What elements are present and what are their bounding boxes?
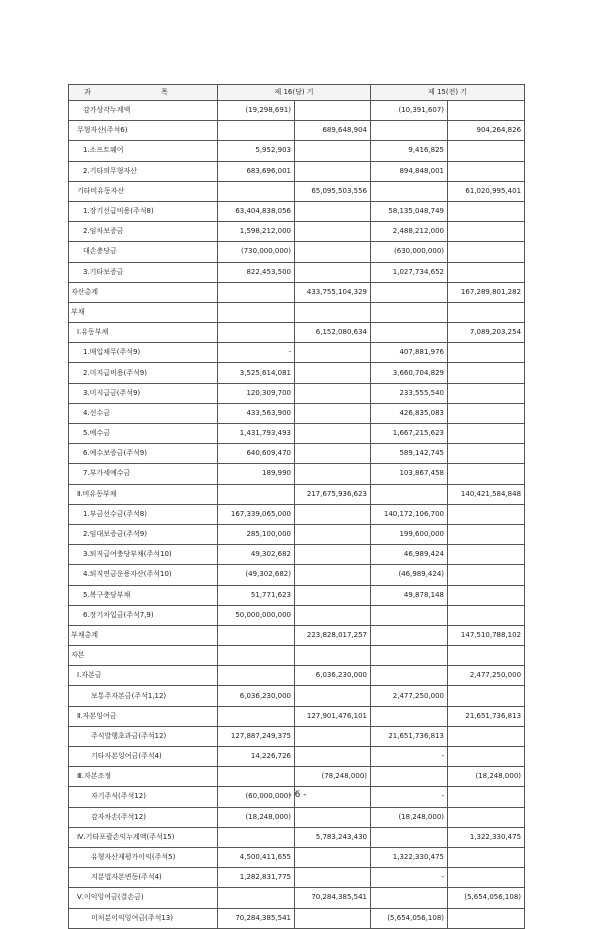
account-label: 감가상각누계액 bbox=[69, 101, 218, 121]
prior-detail-amount: 140,172,106,700 bbox=[371, 504, 448, 524]
table-row bbox=[69, 585, 525, 605]
current-total-amount: 127,901,476,101 bbox=[295, 706, 371, 726]
table-row bbox=[69, 827, 525, 847]
prior-total-amount bbox=[448, 424, 525, 444]
current-total-amount bbox=[295, 242, 371, 262]
account-label: 기타비유동자산 bbox=[69, 181, 218, 201]
account-label: 자본 bbox=[69, 646, 218, 666]
table-row bbox=[69, 666, 525, 686]
current-total-amount bbox=[295, 403, 371, 423]
table-row bbox=[69, 343, 525, 363]
current-detail-amount: 1,598,212,000 bbox=[218, 222, 295, 242]
current-detail-amount: 6,036,230,000 bbox=[218, 686, 295, 706]
prior-detail-amount bbox=[371, 888, 448, 908]
prior-total-amount: 61,020,995,401 bbox=[448, 181, 525, 201]
account-label: 5.복구충당부채 bbox=[69, 585, 218, 605]
account-label: 1.소프트웨어 bbox=[69, 141, 218, 161]
current-detail-amount: 1,282,831,775 bbox=[218, 868, 295, 888]
current-total-amount bbox=[295, 343, 371, 363]
table-row bbox=[69, 444, 525, 464]
current-total-amount: 65,095,503,556 bbox=[295, 181, 371, 201]
account-label: 1.부금선수금(주석8) bbox=[69, 504, 218, 524]
current-total-amount bbox=[295, 646, 371, 666]
current-total-amount: 5,783,243,430 bbox=[295, 827, 371, 847]
current-detail-amount: 1,431,793,493 bbox=[218, 424, 295, 444]
prior-detail-amount bbox=[371, 646, 448, 666]
current-total-amount bbox=[295, 565, 371, 585]
current-detail-amount: 127,887,249,375 bbox=[218, 726, 295, 746]
prior-total-amount bbox=[448, 726, 525, 746]
prior-detail-amount bbox=[371, 484, 448, 504]
account-label: 5.예수금 bbox=[69, 424, 218, 444]
prior-detail-amount: 199,600,000 bbox=[371, 524, 448, 544]
current-total-amount bbox=[295, 524, 371, 544]
account-label: 기타자본잉여금(주석4) bbox=[69, 747, 218, 767]
account-label: Ⅴ.이익잉여금(결손금) bbox=[69, 888, 218, 908]
current-total-amount bbox=[295, 424, 371, 444]
current-detail-amount: (19,298,691) bbox=[218, 101, 295, 121]
prior-detail-amount: 894,848,001 bbox=[371, 161, 448, 181]
current-total-amount bbox=[295, 222, 371, 242]
prior-total-amount bbox=[448, 686, 525, 706]
prior-total-amount bbox=[448, 868, 525, 888]
account-label: 주식발행초과금(주석12) bbox=[69, 726, 218, 746]
current-detail-amount bbox=[218, 302, 295, 322]
account-label: 1.장기선급비용(주석8) bbox=[69, 201, 218, 221]
table-row bbox=[69, 181, 525, 201]
current-detail-amount bbox=[218, 646, 295, 666]
table-row bbox=[69, 706, 525, 726]
prior-detail-amount: 103,867,458 bbox=[371, 464, 448, 484]
prior-detail-amount: 233,555,540 bbox=[371, 383, 448, 403]
account-label: 자기주식(주석12) bbox=[69, 787, 218, 807]
page-number: - 6 - bbox=[288, 790, 307, 800]
prior-total-amount bbox=[448, 403, 525, 423]
table-row bbox=[69, 908, 525, 928]
account-label: 보통주자본금(주석1,12) bbox=[69, 686, 218, 706]
current-total-amount bbox=[295, 726, 371, 746]
current-detail-amount: (60,000,000) bbox=[218, 787, 295, 807]
current-total-amount bbox=[295, 444, 371, 464]
current-total-amount bbox=[295, 464, 371, 484]
table-row bbox=[69, 545, 525, 565]
prior-total-amount: 147,510,788,102 bbox=[448, 625, 525, 645]
current-detail-amount: 70,284,385,541 bbox=[218, 908, 295, 928]
prior-detail-amount bbox=[371, 181, 448, 201]
table-row bbox=[69, 403, 525, 423]
current-detail-amount: 51,771,623 bbox=[218, 585, 295, 605]
prior-total-amount bbox=[448, 847, 525, 867]
account-label: 무형자산(주석6) bbox=[69, 121, 218, 141]
prior-detail-amount bbox=[371, 625, 448, 645]
account-label: 6.장기차입금(주석7,9) bbox=[69, 605, 218, 625]
prior-detail-amount: 2,477,250,000 bbox=[371, 686, 448, 706]
prior-total-amount: (18,248,000) bbox=[448, 767, 525, 787]
current-detail-amount: 120,309,700 bbox=[218, 383, 295, 403]
prior-detail-amount: 49,878,148 bbox=[371, 585, 448, 605]
prior-total-amount bbox=[448, 262, 525, 282]
prior-detail-amount bbox=[371, 666, 448, 686]
table-row bbox=[69, 625, 525, 645]
prior-total-amount bbox=[448, 363, 525, 383]
table-row bbox=[69, 747, 525, 767]
prior-total-amount bbox=[448, 464, 525, 484]
table-row bbox=[69, 565, 525, 585]
current-total-amount: (78,248,000) bbox=[295, 767, 371, 787]
table-row bbox=[69, 605, 525, 625]
current-detail-amount: 14,226,726 bbox=[218, 747, 295, 767]
current-detail-amount bbox=[218, 484, 295, 504]
prior-detail-amount: - bbox=[371, 747, 448, 767]
table-row bbox=[69, 484, 525, 504]
current-total-amount bbox=[295, 161, 371, 181]
current-detail-amount bbox=[218, 706, 295, 726]
account-label: Ⅳ.기타포괄손익누계액(주석15) bbox=[69, 827, 218, 847]
current-total-amount bbox=[295, 847, 371, 867]
prior-detail-amount bbox=[371, 706, 448, 726]
account-label: Ⅱ.자본잉여금 bbox=[69, 706, 218, 726]
prior-detail-amount bbox=[371, 323, 448, 343]
current-detail-amount bbox=[218, 767, 295, 787]
table-row bbox=[69, 302, 525, 322]
prior-detail-amount: - bbox=[371, 787, 448, 807]
account-label: 미처분이익잉여금(주석13) bbox=[69, 908, 218, 928]
prior-detail-amount: (46,989,424) bbox=[371, 565, 448, 585]
account-label: 3.퇴직급여충당부채(주석10) bbox=[69, 545, 218, 565]
prior-total-amount bbox=[448, 605, 525, 625]
current-detail-amount: (730,000,000) bbox=[218, 242, 295, 262]
account-label: 4.선수금 bbox=[69, 403, 218, 423]
prior-detail-amount: 9,416,825 bbox=[371, 141, 448, 161]
prior-detail-amount: 2,488,212,000 bbox=[371, 222, 448, 242]
prior-detail-amount: 21,651,736,813 bbox=[371, 726, 448, 746]
table-row bbox=[69, 767, 525, 787]
prior-total-amount bbox=[448, 383, 525, 403]
prior-total-amount bbox=[448, 101, 525, 121]
prior-detail-amount: 1,027,734,652 bbox=[371, 262, 448, 282]
current-total-amount bbox=[295, 363, 371, 383]
current-detail-amount bbox=[218, 625, 295, 645]
table-row bbox=[69, 504, 525, 524]
account-label: 감자차손(주석12) bbox=[69, 807, 218, 827]
current-total-amount: 223,828,017,257 bbox=[295, 625, 371, 645]
prior-total-amount bbox=[448, 545, 525, 565]
table-row bbox=[69, 363, 525, 383]
current-detail-amount: (18,248,000) bbox=[218, 807, 295, 827]
account-label: 2.임차보증금 bbox=[69, 222, 218, 242]
prior-total-amount bbox=[448, 585, 525, 605]
table-row bbox=[69, 464, 525, 484]
current-detail-amount: 189,990 bbox=[218, 464, 295, 484]
table-row bbox=[69, 282, 525, 302]
current-detail-amount: 5,952,903 bbox=[218, 141, 295, 161]
current-total-amount bbox=[295, 686, 371, 706]
prior-detail-amount: 46,989,424 bbox=[371, 545, 448, 565]
current-total-amount bbox=[295, 101, 371, 121]
prior-total-amount bbox=[448, 161, 525, 181]
current-detail-amount: 640,609,470 bbox=[218, 444, 295, 464]
account-label: 3.기타보증금 bbox=[69, 262, 218, 282]
prior-total-amount bbox=[448, 222, 525, 242]
current-detail-amount: 167,339,065,000 bbox=[218, 504, 295, 524]
header-subject: 과 목 bbox=[69, 85, 218, 101]
table-row bbox=[69, 524, 525, 544]
account-label: Ⅲ.자본조정 bbox=[69, 767, 218, 787]
current-total-amount: 217,675,936,623 bbox=[295, 484, 371, 504]
table-row bbox=[69, 868, 525, 888]
prior-detail-amount: 426,835,083 bbox=[371, 403, 448, 423]
prior-total-amount bbox=[448, 524, 525, 544]
current-detail-amount bbox=[218, 181, 295, 201]
current-total-amount bbox=[295, 383, 371, 403]
account-label: 2.미지급비용(주석9) bbox=[69, 363, 218, 383]
current-total-amount bbox=[295, 585, 371, 605]
prior-detail-amount: 3,660,704,829 bbox=[371, 363, 448, 383]
current-detail-amount: 285,100,000 bbox=[218, 524, 295, 544]
current-total-amount bbox=[295, 141, 371, 161]
current-detail-amount: (49,302,682) bbox=[218, 565, 295, 585]
account-label: 부채총계 bbox=[69, 625, 218, 645]
header-prior-period: 제 15(전) 기 bbox=[371, 85, 525, 101]
prior-total-amount bbox=[448, 504, 525, 524]
current-detail-amount bbox=[218, 323, 295, 343]
table-row bbox=[69, 646, 525, 666]
prior-detail-amount: 407,881,976 bbox=[371, 343, 448, 363]
prior-detail-amount bbox=[371, 605, 448, 625]
prior-total-amount bbox=[448, 201, 525, 221]
account-label: 4.퇴직연금운용자산(주석10) bbox=[69, 565, 218, 585]
prior-total-amount bbox=[448, 908, 525, 928]
current-total-amount: 433,755,104,329 bbox=[295, 282, 371, 302]
current-total-amount bbox=[295, 504, 371, 524]
current-total-amount bbox=[295, 908, 371, 928]
prior-detail-amount: 1,322,330,475 bbox=[371, 847, 448, 867]
table-row bbox=[69, 101, 525, 121]
current-detail-amount: 433,563,900 bbox=[218, 403, 295, 423]
current-detail-amount: - bbox=[218, 343, 295, 363]
table-row bbox=[69, 424, 525, 444]
current-detail-amount: 3,525,614,081 bbox=[218, 363, 295, 383]
prior-total-amount: 2,477,250,000 bbox=[448, 666, 525, 686]
current-detail-amount: 49,302,682 bbox=[218, 545, 295, 565]
current-total-amount: 6,036,230,000 bbox=[295, 666, 371, 686]
table-row bbox=[69, 161, 525, 181]
prior-total-amount: 7,089,203,254 bbox=[448, 323, 525, 343]
prior-total-amount bbox=[448, 343, 525, 363]
account-label: 2.임대보증금(주석9) bbox=[69, 524, 218, 544]
prior-detail-amount: 1,667,215,623 bbox=[371, 424, 448, 444]
prior-total-amount bbox=[448, 242, 525, 262]
prior-total-amount bbox=[448, 646, 525, 666]
table-row bbox=[69, 383, 525, 403]
prior-detail-amount bbox=[371, 302, 448, 322]
balance-sheet-table bbox=[68, 84, 525, 929]
current-detail-amount: 50,000,000,000 bbox=[218, 605, 295, 625]
current-total-amount bbox=[295, 545, 371, 565]
current-total-amount bbox=[295, 262, 371, 282]
table-row bbox=[69, 201, 525, 221]
table-row bbox=[69, 847, 525, 867]
account-label: Ⅱ.비유동부채 bbox=[69, 484, 218, 504]
table-row bbox=[69, 686, 525, 706]
prior-detail-amount: (630,000,000) bbox=[371, 242, 448, 262]
account-label: 자산총계 bbox=[69, 282, 218, 302]
prior-detail-amount bbox=[371, 767, 448, 787]
current-total-amount bbox=[295, 747, 371, 767]
current-total-amount bbox=[295, 302, 371, 322]
prior-detail-amount: (5,654,056,108) bbox=[371, 908, 448, 928]
prior-total-amount: (5,654,056,108) bbox=[448, 888, 525, 908]
table-row bbox=[69, 726, 525, 746]
current-detail-amount: 4,500,411,655 bbox=[218, 847, 295, 867]
prior-total-amount bbox=[448, 565, 525, 585]
table-row bbox=[69, 242, 525, 262]
current-detail-amount bbox=[218, 282, 295, 302]
current-total-amount: 6,152,080,634 bbox=[295, 323, 371, 343]
current-detail-amount bbox=[218, 121, 295, 141]
table-header-row bbox=[69, 85, 525, 101]
prior-detail-amount: (10,391,607) bbox=[371, 101, 448, 121]
prior-total-amount bbox=[448, 444, 525, 464]
account-label: 지분법자본변동(주석4) bbox=[69, 868, 218, 888]
prior-detail-amount: 589,142,745 bbox=[371, 444, 448, 464]
account-label: 유형자산재평가이익(주석5) bbox=[69, 847, 218, 867]
prior-total-amount bbox=[448, 141, 525, 161]
prior-total-amount: 140,421,584,848 bbox=[448, 484, 525, 504]
current-total-amount bbox=[295, 807, 371, 827]
account-label: 3.미지급금(주석9) bbox=[69, 383, 218, 403]
table-row bbox=[69, 807, 525, 827]
table-body bbox=[69, 101, 525, 929]
account-label: Ⅰ.유동부채 bbox=[69, 323, 218, 343]
prior-total-amount bbox=[448, 747, 525, 767]
current-detail-amount: 683,696,001 bbox=[218, 161, 295, 181]
table-row bbox=[69, 121, 525, 141]
prior-total-amount bbox=[448, 302, 525, 322]
account-label: 1.매입채무(주석9) bbox=[69, 343, 218, 363]
account-label: 2.기타의무형자산 bbox=[69, 161, 218, 181]
account-label: 7.부가세예수금 bbox=[69, 464, 218, 484]
current-detail-amount bbox=[218, 888, 295, 908]
current-total-amount bbox=[295, 201, 371, 221]
table-row bbox=[69, 141, 525, 161]
current-detail-amount: 63,404,838,056 bbox=[218, 201, 295, 221]
table-row bbox=[69, 888, 525, 908]
current-total-amount bbox=[295, 605, 371, 625]
current-detail-amount: 822,453,500 bbox=[218, 262, 295, 282]
prior-total-amount bbox=[448, 807, 525, 827]
current-total-amount bbox=[295, 868, 371, 888]
current-total-amount: 689,648,904 bbox=[295, 121, 371, 141]
table-row bbox=[69, 323, 525, 343]
prior-detail-amount: - bbox=[371, 868, 448, 888]
prior-total-amount: 1,322,330,475 bbox=[448, 827, 525, 847]
prior-total-amount: 21,651,736,813 bbox=[448, 706, 525, 726]
current-total-amount: 70,284,385,541 bbox=[295, 888, 371, 908]
current-detail-amount bbox=[218, 666, 295, 686]
table-row bbox=[69, 222, 525, 242]
header-current-period: 제 16(당) 기 bbox=[218, 85, 371, 101]
prior-detail-amount bbox=[371, 282, 448, 302]
account-label: Ⅰ.자본금 bbox=[69, 666, 218, 686]
prior-total-amount: 167,289,801,282 bbox=[448, 282, 525, 302]
account-label: 대손충당금 bbox=[69, 242, 218, 262]
account-label: 부채 bbox=[69, 302, 218, 322]
prior-detail-amount bbox=[371, 121, 448, 141]
prior-detail-amount bbox=[371, 827, 448, 847]
prior-detail-amount: 58,135,048,749 bbox=[371, 201, 448, 221]
prior-total-amount: 904,264,826 bbox=[448, 121, 525, 141]
current-detail-amount bbox=[218, 827, 295, 847]
account-label: 6.예수보증금(주석9) bbox=[69, 444, 218, 464]
table-row bbox=[69, 262, 525, 282]
prior-detail-amount: (18,248,000) bbox=[371, 807, 448, 827]
